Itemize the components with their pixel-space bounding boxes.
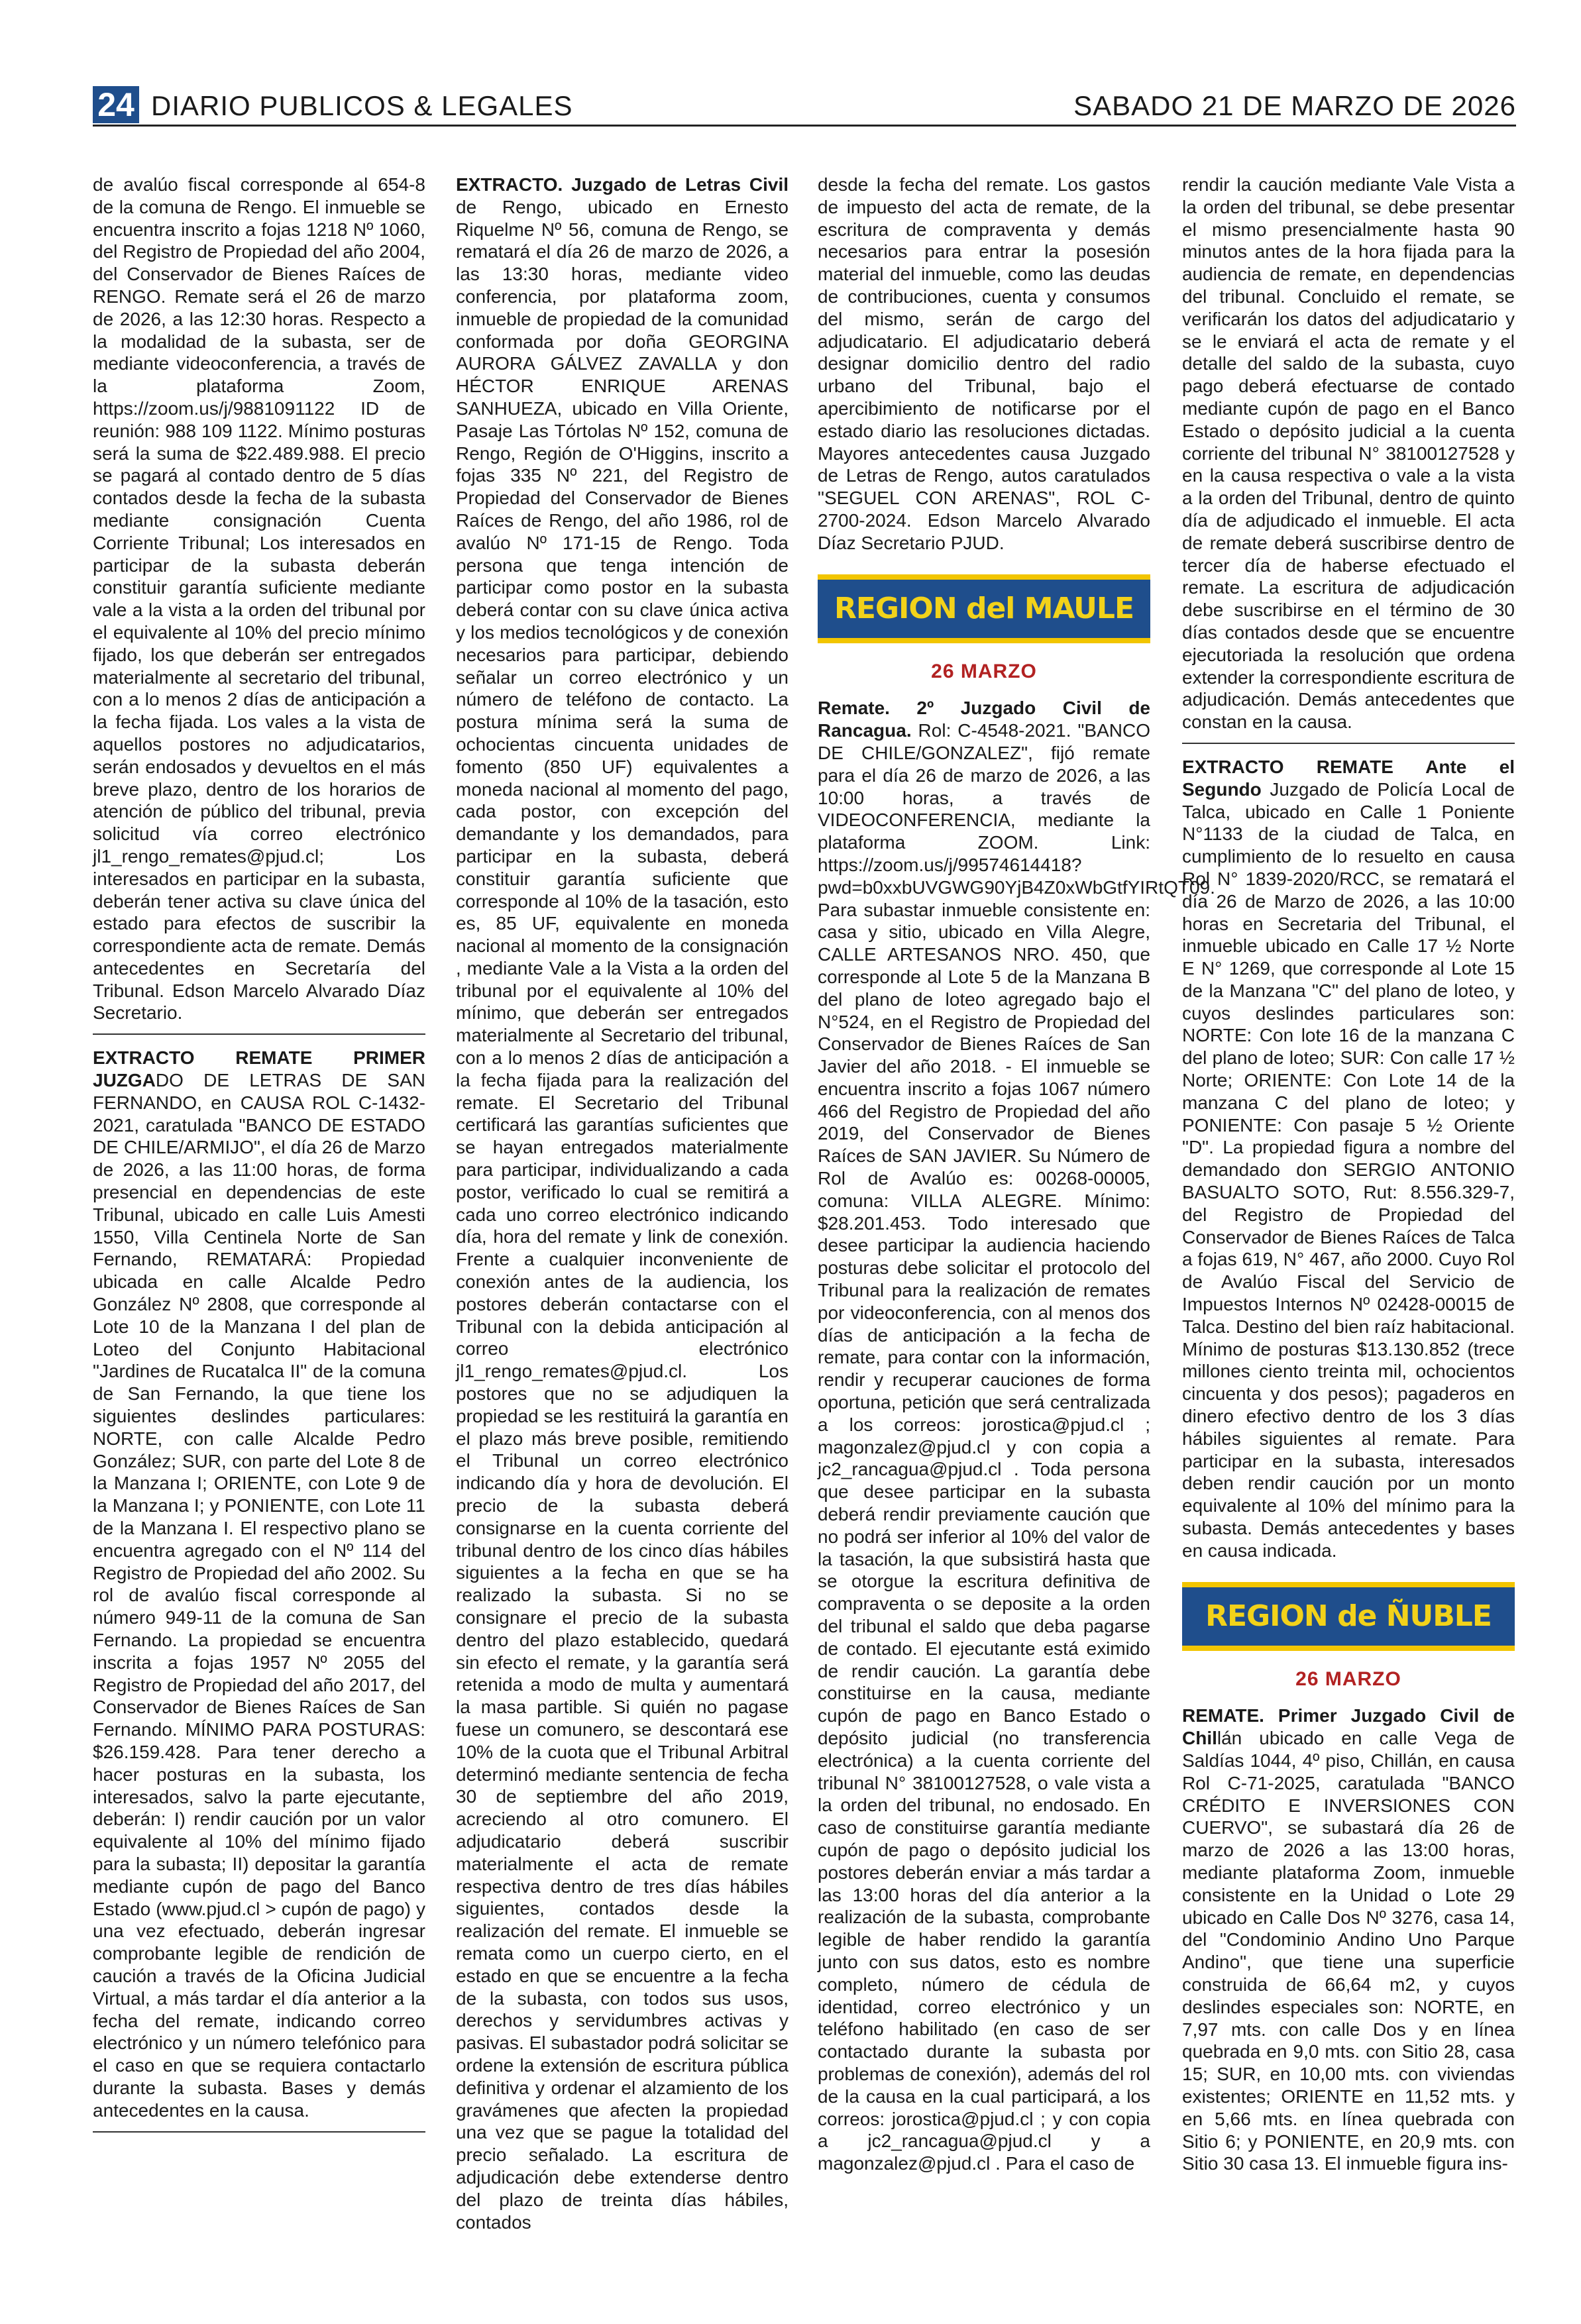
notice	[818, 697, 1215, 2175]
region-banner-nuble: REGION de ÑUBLE	[1182, 1582, 1515, 1651]
page-number: 24	[93, 86, 139, 123]
notice-text: desde la fecha del remate. Los gastos de impuesto del acta de remate, de la escritura de compraventa y demás necesarios para entrar la posesión material del inmueble, como las deudas de contribuciones, cuenta y consumos del mismo, serán de cargo del adjudicatario. El adjudicatario deberá designar domicilio dentro del radio urbano del Tribunal, bajo el apercibimiento de notificarse por el estado diario las resoluciones dictadas. Mayores antecedentes causa Juzgado de Letras de Rengo, autos caratulados "SEGUEL CON ARENAS", ROL C-2700-2024. Edson Marcelo Alvarado Díaz Secretario PJUD.	[818, 174, 1150, 553]
notice	[1182, 756, 1515, 1562]
notice-lead: EXTRACTO REMATE PRIMER JUZGA	[93, 1047, 425, 1091]
notice-text: Rol: C-4548-2021. "BANCO DE CHILE/GONZALEZ", fijó remate para el día 26 de marzo de 2026, a las 10:00 horas, a través de VIDEOCONFERENCIA, mediante la plataforma ZOOM. Link: https://zoom.us/j/99574614418? pwd=b0xxbUVGWG90YjB4Z0xWbGtfYIRtQT09. Para subastar inmueble consistente en: casa y sitio, ubicado en Villa Alegre, CALLE ARTESANOS NRO. 450, que corresponde al Lote 5 de la Manzana B del plano de loteo agregado bajo el N°524, en el Registro de Propiedad del Conservador de Bienes Raíces de San Javier del año 2018. - El inmueble se encuentra inscrito a fojas 1067 número 466 del Registro de Propiedad del año 2019, del Conservador de Bienes Raíces de SAN JAVIER. Su Número de Rol de Avalúo es: 00268-00005, comuna: VILLA ALEGRE. Mínimo: $28.201.453. Todo interesado que desee participar la audiencia haciendo posturas debe solicitar el protocolo del Tribunal para la realización de remates por videoconferencia, con al menos dos días de anticipación a la fecha de remate, para contar con la información, rendir y recuperar cauciones de forma oportuna, petición que será centralizada a los correos: jorostica@pjud.cl ; magonzalez@pjud.cl y con copia a jc2_rancagua@pjud.cl . Toda persona que desee participar en la subasta deberá rendir previamente caución que no podrá ser inferior al 10% del valor de la tasación, la que subsistirá hasta que se otorgue la escritura definitiva de compraventa o se deposite a la orden del tribunal el saldo que deba pagarse de contado. El ejecutante está eximido de rendir caución. La garantía debe constituirse en la causa, mediante cupón de pago en Banco Estado o depósito judicial (no transferencia electrónica) a la cuenta corriente del tribunal N° 38100127528, o vale vista a la orden del tribunal, no endosado. En caso de constituirse garantía mediante cupón de pago o depósito judicial los postores deberán enviar a más tardar a las 13:00 horas del día anterior a la realización de la subasta, comprobante legible de haber rendido la garantía junto con sus datos, esto es nombre completo, número de cédula de identidad, correo electrónico y un teléfono habilitado (en caso de ser contactado durante la subasta por problemas de conexión), además del rol de la causa en la cual participará, a los correos: jorostica@pjud.cl ; y con copia a jc2_rancagua@pjud.cl y a magonzalez@pjud.cl . Para el caso de	[818, 720, 1215, 2174]
notice	[456, 174, 789, 2233]
notice-lead: Remate. 2º Juzgado Civil de Rancagua.	[818, 698, 1150, 741]
notice	[93, 1047, 425, 2121]
notice-text: DO DE LETRAS DE SAN FERNANDO, en CAUSA ROL C-1432-2021, caratulada "BANCO DE ESTADO DE CHILE/ARMIJO", el día 26 de Marzo de 2026, a las 11:00 horas, de forma presencial en dependencias de este Tribunal, ubicado en calle Luis Amesti 1550, Villa Centinela Norte de San Fernando, REMATARÁ: Propiedad ubicada en calle Alcalde Pedro González Nº 2808, que corresponde al Lote 10 de la Manzana I del plan de Loteo del Conjunto Habitacional "Jardines de Rucatalca II" de la comuna de San Fernando, la que tiene los siguientes deslindes particulares: NORTE, con calle Alcalde Pedro González; SUR, con parte del Lote 8 de la Manzana I; ORIENTE, con Lote 9 de la Manzana I; y PONIENTE, con Lote 11 de la Manzana I. El respectivo plano se encuentra agregado con el Nº 114 del Registro de Propiedad del año 2002. Su rol de avalúo fiscal corresponde al número 949-11 de la comuna de San Fernando. La propiedad se encuentra inscrita a fojas 1957 Nº 2055 del Registro de Propiedad del año 2017, del Conservador de Bienes Raíces de San Fernando. MÍNIMO PARA POSTURAS: $26.159.428. Para tener derecho a hacer posturas en la subasta, los interesados, salvo la parte ejecutante, deberán: I) rendir caución por un valor equivalente al 10% del mínimo fijado para la subasta; II) depositar la garantía mediante cupón de pago del Banco Estado (www.pjud.cl > cupón de pago) y una vez efectuado, deberán ingresar comprobante legible de rendición de caución a través de la Oficina Judicial Virtual, a más tardar el día anterior a la fecha del remate, indicando correo electrónico y un número telefónico para el caso en que se requiera contactarlo durante la subasta. Bases y demás antecedentes en la causa.	[93, 1070, 425, 2121]
notice-lead: REMATE. Primer Juzgado Civil de Chil	[1182, 1705, 1515, 1749]
column-2	[456, 174, 789, 2233]
notice	[1182, 1705, 1515, 2175]
page-header	[93, 85, 1516, 127]
notice-text: de avalúo fiscal corresponde al 654-8 de la comuna de Rengo. El inmueble se encuentra inscrito a fojas 1218 Nº 1060, del Registro de Propiedad del año 2004, del Conservador de Bienes Raíces de RENGO. Remate será el 26 de marzo de 2026, a las 12:30 horas. Respecto a la modalidad de la subasta, ser de mediante videoconferencia, a través de la plataforma Zoom, https://zoom.us/j/9881091122 ID de reunión: 988 109 1122. Mínimo posturas será la suma de $22.489.988. El precio se pagará al contado dentro de 5 días contados desde la fecha de la subasta mediante consignación Cuenta Corriente Tribunal; Los interesados en participar de la subasta deberán constituir garantía suficiente mediante vale a la vista a la orden del tribunal por el equivalente al 10% del precio mínimo fijado, los que deberán ser entregados materialmente al secretario del tribunal, con a lo menos 2 días de anticipación a la fecha fijada. Los vales a la vista de aquellos postores no adjudicatarios, serán endosados y devueltos en el más breve plazo, dentro de los horarios de atención de público del tribunal, previa solicitud vía correo electrónico jl1_rengo_remates@pjud.cl; Los interesados en participar en la subasta, deberán tener activa su clave única del estado para efectos de suscribir la correspondiente acta de remate. Demás antecedentes en Secretaría del Tribunal. Edson Marcelo Alvarado Díaz Secretario.	[93, 174, 425, 1024]
notice-lead: EXTRACTO. Juzgado de Letras Civil	[456, 174, 789, 195]
column-4	[1182, 174, 1515, 2175]
region-date: 26 MARZO	[931, 660, 1037, 682]
column-1	[93, 174, 425, 2144]
divider	[93, 2131, 425, 2133]
divider	[1182, 743, 1515, 744]
issue-date: SABADO 21 DE MARZO DE 2026	[1073, 90, 1516, 121]
region-banner-maule: REGION del MAULE	[818, 574, 1150, 643]
newspaper-title: DIARIO PUBLICOS & LEGALES	[151, 90, 573, 121]
notice-text: Juzgado de Policía Local de Talca, ubicado en Calle 1 Poniente N°1133 de la ciudad de Talca, en cumplimiento de lo resuelto en causa Rol N° 1839-2020/RCC, se rematará el día 26 de Marzo de 2026, a las 10:00 horas en Secretaria del Tribunal, el inmueble ubicado en Calle 17 ½ Norte E N° 1269, que corresponde al Lote 15 de la Manzana "C" del plano de loteo, y cuyos deslindes particulares son: NORTE: Con lote 16 de la manzana C del plano de loteo; SUR: Con calle 17 ½ Norte; ORIENTE: Con Lote 14 de la manzana C del plano de loteo; y PONIENTE: Con pasaje 5 ½ Oriente "D". La propiedad figura a nombre del demandado don SERGIO ANTONIO BASUALTO SOTO, Rut: 8.556.329-7, del Registro de Propiedad del Conservador de Bienes Raíces de Talca a fojas 619, N° 467, año 2000. Cuyo Rol de Avalúo Fiscal del Servicio de Impuestos Internos Nº 02428-00015 de Talca. Destino del bien raíz habitacional. Mínimo de posturas $13.130.852 (trece millones ciento treinta mil, ochocientos cincuenta y dos pesos); pagaderos en dinero efectivo dentro de los 3 días hábiles siguientes al remate. Para participar en la subasta, interesados deben rendir caución por un monto equivalente al 10% del mínimo para la subasta. Demás antecedentes y bases en causa indicada.	[1182, 778, 1515, 1561]
notice-text: de Rengo, ubicado en Ernesto Riquelme Nº 56, comuna de Rengo, se rematará el día 26 de marzo de 2026, a las 13:30 horas, mediante video conferencia, por plataforma zoom, inmueble de propiedad de la comunidad conformada por doña GEORGINA AURORA GÁLVEZ ZAVALLA y don HÉCTOR ENRIQUE ARENAS SANHUEZA, ubicado en Villa Oriente, Pasaje Las Tórtolas Nº 152, comuna de Rengo, Región de O'Higgins, inscrito a fojas 335 Nº 221, del Registro de Propiedad del Conservador de Bienes Raíces de Rengo, del año 1986, rol de avalúo Nº 171-15 de Rengo. Toda persona que tenga intención de participar como postor en la subasta deberá contar con su clave única activa y los medios tecnológicos y de conexión necesarios para participar, debiendo señalar un correo electrónico y un número de teléfono de contacto. La postura mínima será la suma de ochocientas cincuenta unidades de fomento (850 UF) equivalentes a moneda nacional al momento del pago, cada postor, con excepción del demandante y los demandados, para participar en la subasta, deberá constituir garantía suficiente que corresponde al 10% de la tasación, esto es, 85 UF, equivalente en moneda nacional al momento de la consignación , mediante Vale a la Vista a la orden del tribunal por el equivalente al 10% del mínimo, que deberán ser entregados materialmente al Secretario del tribunal, con a lo menos 2 días de anticipación a la fecha fijada para la realización del remate. El Secretario del Tribunal certificará las garantías suficientes que se hayan entregados materialmente para participar, individualizando a cada postor, verificado lo cual se remitirá a cada uno correo electrónico indicando día, hora del remate y link de conexión. Frente a cualquier inconveniente de conexión antes de la audiencia, los postores deberán contactarse con el Tribunal con la debida anticipación al correo electrónico jl1_rengo_remates@pjud.cl. Los postores que no se adjudiquen la propiedad se les restituirá la garantía en el plazo más breve posible, remitiendo el Tribunal un correo electrónico indicando día y hora de devolución. El precio de la subasta deberá consignarse en la cuenta corriente del tribunal dentro de los cinco días hábiles siguientes a la fecha en que se ha realizado la subasta. Si no se consignare el precio de la subasta dentro del plazo establecido, quedará sin efecto el remate, y la garantía será retenida a modo de multa y aumentará la masa partible. Si quién no pagase fuese un comunero, se descontará ese 10% de la cuota que el Tribunal Arbitral determinó mediante sentencia de fecha 30 de septiembre del año 2019, acreciendo al otro comunero. El adjudicatario deberá suscribir materialmente el acta de remate respectiva dentro de tres días hábiles siguientes, contados desde la realización del remate. El inmueble se remata como un cuerpo cierto, en el estado en que se encuentre a la fecha de la subasta, con todos sus usos, derechos y servidumbres activas y pasivas. El subastador podrá solicitar se ordene la extensión de escritura pública definitiva y ordenar el alzamiento de los gravámenes que afecten la propiedad una vez que se pague la totalidad del precio señalado. La escritura de adjudicación debe extenderse dentro del plazo de treinta días hábiles, contados	[456, 196, 789, 2233]
divider	[93, 1033, 425, 1035]
column-3	[818, 174, 1215, 2175]
notice-lead: EXTRACTO REMATE Ante el Segundo	[1182, 756, 1515, 800]
notice-text: lán ubicado en calle Vega de Saldías 1044, 4º piso, Chillán, en causa Rol C-71-2025, caratulada "BANCO CRÉDITO E INVERSIONES CON CUERVO", se subastará día 26 de marzo de 2026 a las 13:00 horas, mediante plataforma Zoom, inmueble consistente en la Unidad o Lote 29 ubicado en Calle Dos Nº 3276, casa 14, del "Condominio Andino Uno Parque Andino", que tiene una superficie construida de 66,64 m2, y cuyos deslindes especiales son: NORTE, en 7,97 mts. con calle Dos y en línea quebrada en 9,0 mts. con Sitio 28, casa 15; SUR, en 10,00 mts. con viviendas existentes; ORIENTE en 11,52 mts. y en 5,66 mts. en línea quebrada con Sitio 6; y PONIENTE, en 20,9 mts. con Sitio 30 casa 13. El inmueble figura ins-	[1182, 1728, 1515, 2174]
notice-text: rendir la caución mediante Vale Vista a la orden del tribunal, se debe presentar el mismo presencialmente hasta 90 minutos antes de la hora fijada para la audiencia de remate, en dependencias del tribunal. Concluido el remate, se verificarán los datos del adjudicatario y se le enviará el acta de remate y el detalle del saldo de la subasta, cuyo pago deberá efectuarse de contado mediante cupón de pago en el Banco Estado o depósito judicial a la cuenta corriente del tribunal N° 38100127528 y en la causa respectiva o vale a la vista a la orden del Tribunal, dentro de quinto día de adjudicado el inmueble. El acta de remate deberá suscribirse dentro de tercer día de haberse efectuado el remate. La escritura de adjudicación debe suscribirse en el término de 30 días contados desde que se encuentre ejecutoriada la resolución que ordena extender la correspondiente escritura de adjudicación. Demás antecedentes que constan en la causa.	[1182, 174, 1515, 733]
region-date: 26 MARZO	[1295, 1667, 1401, 1690]
